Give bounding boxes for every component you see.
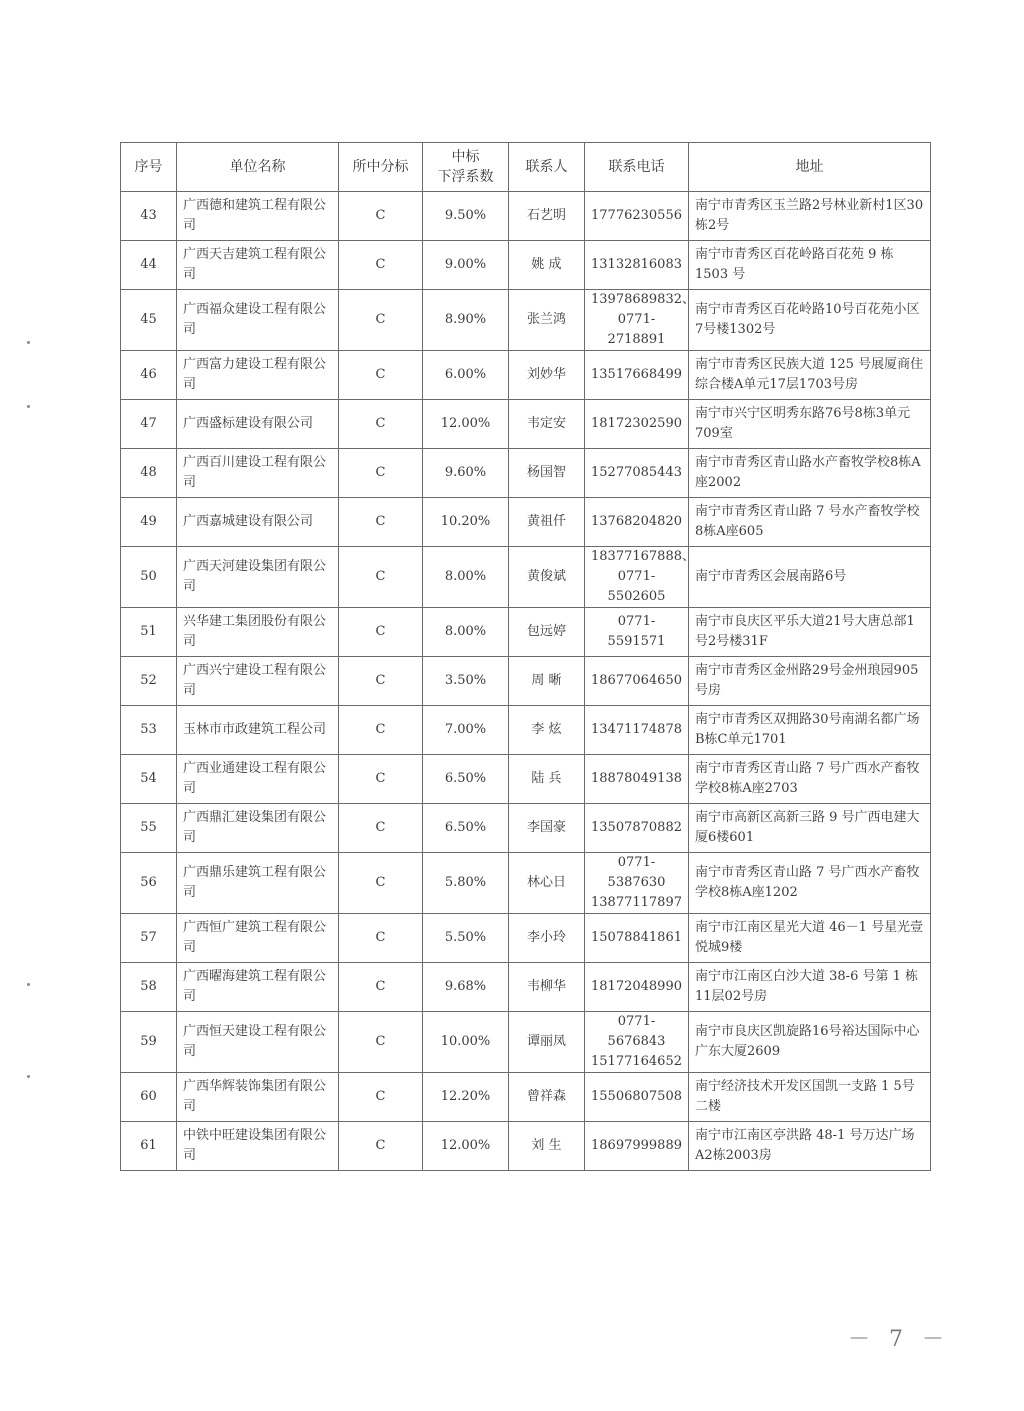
table-row: [121, 498, 931, 547]
cell-phone: 13517668499: [585, 351, 689, 400]
cell-rate: 6.50%: [423, 804, 509, 853]
cell-seq: 60: [121, 1073, 177, 1122]
cell-address: 南宁市青秀区民族大道 125 号展厦商住综合楼A单元17层1703号房: [689, 351, 931, 400]
cell-contact: 李国豪: [509, 804, 585, 853]
cell-phone: 13978689832、0771-2718891: [585, 290, 689, 351]
cell-company: 玉林市市政建筑工程公司: [177, 706, 339, 755]
cell-contact: 林心日: [509, 853, 585, 914]
header-address: 地址: [689, 143, 931, 192]
cell-company: 广西福众建设工程有限公司: [177, 290, 339, 351]
cell-address: 南宁市兴宁区明秀东路76号8栋3单元709室: [689, 400, 931, 449]
cell-seq: 51: [121, 608, 177, 657]
cell-contact: 包远婷: [509, 608, 585, 657]
cell-address: 南宁市青秀区百花岭路10号百花苑小区7号楼1302号: [689, 290, 931, 351]
cell-seq: 61: [121, 1122, 177, 1171]
header-rate-line2: 下浮系数: [437, 169, 494, 185]
cell-lot: C: [339, 914, 423, 963]
cell-company: 广西鼎乐建筑工程有限公司: [177, 853, 339, 914]
table-row: [121, 755, 931, 804]
table-row: [121, 449, 931, 498]
cell-address: 南宁市青秀区玉兰路2号林业新村1区30栋2号: [689, 192, 931, 241]
cell-seq: 49: [121, 498, 177, 547]
cell-rate: 9.50%: [423, 192, 509, 241]
cell-phone: 18172048990: [585, 963, 689, 1012]
table-row: [121, 608, 931, 657]
cell-rate: 10.00%: [423, 1012, 509, 1073]
cell-rate: 5.50%: [423, 914, 509, 963]
cell-contact: 周 晰: [509, 657, 585, 706]
header-phone: 联系电话: [585, 143, 689, 192]
table-row: [121, 241, 931, 290]
cell-address: 南宁市青秀区青山路 7 号广西水产畜牧学校8栋A座1202: [689, 853, 931, 914]
cell-company: 广西天河建设集团有限公司: [177, 547, 339, 608]
cell-phone: 18172302590: [585, 400, 689, 449]
cell-rate: 12.00%: [423, 400, 509, 449]
cell-address: 南宁市良庆区平乐大道21号大唐总部1号2号楼31F: [689, 608, 931, 657]
cell-phone: 13471174878: [585, 706, 689, 755]
cell-address: 南宁市青秀区会展南路6号: [689, 547, 931, 608]
table-header-row: [121, 143, 931, 192]
cell-seq: 58: [121, 963, 177, 1012]
cell-rate: 6.00%: [423, 351, 509, 400]
table-row: [121, 547, 931, 608]
cell-seq: 54: [121, 755, 177, 804]
cell-seq: 52: [121, 657, 177, 706]
scan-mark: [27, 983, 30, 986]
cell-lot: C: [339, 1012, 423, 1073]
header-company: 单位名称: [177, 143, 339, 192]
cell-company: 中铁中旺建设集团有限公司: [177, 1122, 339, 1171]
cell-lot: C: [339, 853, 423, 914]
cell-phone: 0771-5387630 13877117897: [585, 853, 689, 914]
cell-company: 广西兴宁建设工程有限公司: [177, 657, 339, 706]
cell-seq: 45: [121, 290, 177, 351]
cell-lot: C: [339, 400, 423, 449]
cell-contact: 谭丽凤: [509, 1012, 585, 1073]
cell-contact: 黄俊斌: [509, 547, 585, 608]
cell-lot: C: [339, 290, 423, 351]
table-row: [121, 290, 931, 351]
header-contact: 联系人: [509, 143, 585, 192]
cell-contact: 韦定安: [509, 400, 585, 449]
cell-rate: 8.90%: [423, 290, 509, 351]
cell-rate: 9.60%: [423, 449, 509, 498]
cell-lot: C: [339, 351, 423, 400]
cell-lot: C: [339, 192, 423, 241]
table-row: [121, 1073, 931, 1122]
header-rate: [423, 143, 509, 192]
table-row: [121, 914, 931, 963]
cell-lot: C: [339, 449, 423, 498]
cell-contact: 韦柳华: [509, 963, 585, 1012]
cell-phone: 17776230556: [585, 192, 689, 241]
cell-contact: 刘 生: [509, 1122, 585, 1171]
cell-rate: 10.20%: [423, 498, 509, 547]
cell-contact: 陆 兵: [509, 755, 585, 804]
cell-address: 南宁市青秀区金州路29号金州琅园905号房: [689, 657, 931, 706]
cell-phone: 0771-5676843 15177164652: [585, 1012, 689, 1073]
table-row: [121, 192, 931, 241]
cell-rate: 6.50%: [423, 755, 509, 804]
cell-address: 南宁经济技术开发区国凯一支路 1 5号二楼: [689, 1073, 931, 1122]
cell-rate: 12.20%: [423, 1073, 509, 1122]
table-row: [121, 1012, 931, 1073]
cell-address: 南宁市青秀区百花岭路百花苑 9 栋 1503 号: [689, 241, 931, 290]
cell-rate: 9.68%: [423, 963, 509, 1012]
cell-lot: C: [339, 1122, 423, 1171]
cell-seq: 56: [121, 853, 177, 914]
cell-seq: 55: [121, 804, 177, 853]
cell-contact: 杨国智: [509, 449, 585, 498]
cell-seq: 59: [121, 1012, 177, 1073]
cell-lot: C: [339, 804, 423, 853]
cell-seq: 47: [121, 400, 177, 449]
cell-contact: 李 炫: [509, 706, 585, 755]
cell-company: 广西德和建筑工程有限公司: [177, 192, 339, 241]
cell-address: 南宁市青秀区青山路水产畜牧学校8栋A座2002: [689, 449, 931, 498]
table-row: [121, 804, 931, 853]
cell-lot: C: [339, 547, 423, 608]
cell-company: 广西恒天建设工程有限公司: [177, 1012, 339, 1073]
cell-address: 南宁市青秀区青山路 7 号水产畜牧学校8栋A座605: [689, 498, 931, 547]
cell-lot: C: [339, 706, 423, 755]
cell-company: 广西富力建设工程有限公司: [177, 351, 339, 400]
cell-rate: 12.00%: [423, 1122, 509, 1171]
cell-phone: 18878049138: [585, 755, 689, 804]
cell-phone: 0771-5591571: [585, 608, 689, 657]
cell-seq: 46: [121, 351, 177, 400]
contractor-table: [120, 142, 931, 1171]
table-row: [121, 400, 931, 449]
cell-seq: 43: [121, 192, 177, 241]
cell-contact: 张兰鸿: [509, 290, 585, 351]
cell-phone: 15506807508: [585, 1073, 689, 1122]
cell-phone: 18377167888、0771-5502605: [585, 547, 689, 608]
cell-rate: 9.00%: [423, 241, 509, 290]
table-row: [121, 657, 931, 706]
cell-company: 广西曜海建筑工程有限公司: [177, 963, 339, 1012]
table-row: [121, 1122, 931, 1171]
cell-phone: 15277085443: [585, 449, 689, 498]
table-row: [121, 853, 931, 914]
table-row: [121, 706, 931, 755]
cell-address: 南宁市江南区亭洪路 48-1 号万达广场A2栋2003房: [689, 1122, 931, 1171]
cell-seq: 53: [121, 706, 177, 755]
header-seq: 序号: [121, 143, 177, 192]
cell-lot: C: [339, 241, 423, 290]
cell-lot: C: [339, 608, 423, 657]
cell-company: 兴华建工集团股份有限公司: [177, 608, 339, 657]
cell-rate: 8.00%: [423, 608, 509, 657]
scan-mark: [27, 341, 30, 344]
cell-address: 南宁市青秀区青山路 7 号广西水产畜牧学校8栋A座2703: [689, 755, 931, 804]
cell-lot: C: [339, 498, 423, 547]
cell-phone: 18677064650: [585, 657, 689, 706]
cell-phone: 13768204820: [585, 498, 689, 547]
cell-address: 南宁市青秀区双拥路30号南湖名都广场B栋C单元1701: [689, 706, 931, 755]
header-lot: 所中分标: [339, 143, 423, 192]
cell-seq: 50: [121, 547, 177, 608]
cell-address: 南宁市江南区白沙大道 38-6 号第 1 栋11层02号房: [689, 963, 931, 1012]
cell-address: 南宁市良庆区凯旋路16号裕达国际中心广东大厦2609: [689, 1012, 931, 1073]
cell-phone: 13507870882: [585, 804, 689, 853]
cell-address: 南宁市江南区星光大道 46－1 号星光壹悦城9楼: [689, 914, 931, 963]
page-number: － 7 －: [848, 1327, 950, 1352]
scan-mark: [27, 405, 30, 408]
cell-lot: C: [339, 657, 423, 706]
cell-seq: 48: [121, 449, 177, 498]
cell-contact: 李小玲: [509, 914, 585, 963]
cell-rate: 5.80%: [423, 853, 509, 914]
cell-contact: 曾祥森: [509, 1073, 585, 1122]
cell-company: 广西业通建设工程有限公司: [177, 755, 339, 804]
table-row: [121, 963, 931, 1012]
table-row: [121, 351, 931, 400]
cell-phone: 18697999889: [585, 1122, 689, 1171]
cell-company: 广西恒广建筑工程有限公司: [177, 914, 339, 963]
cell-rate: 8.00%: [423, 547, 509, 608]
cell-address: 南宁市高新区高新三路 9 号广西电建大厦6楼601: [689, 804, 931, 853]
cell-lot: C: [339, 1073, 423, 1122]
cell-contact: 刘妙华: [509, 351, 585, 400]
cell-contact: 黄祖仟: [509, 498, 585, 547]
cell-company: 广西天吉建筑工程有限公司: [177, 241, 339, 290]
cell-company: 广西百川建设工程有限公司: [177, 449, 339, 498]
cell-contact: 石艺明: [509, 192, 585, 241]
cell-company: 广西盛标建设有限公司: [177, 400, 339, 449]
cell-seq: 44: [121, 241, 177, 290]
cell-rate: 3.50%: [423, 657, 509, 706]
cell-lot: C: [339, 755, 423, 804]
cell-seq: 57: [121, 914, 177, 963]
cell-company: 广西华辉装饰集团有限公司: [177, 1073, 339, 1122]
cell-lot: C: [339, 963, 423, 1012]
cell-rate: 7.00%: [423, 706, 509, 755]
table-body: [121, 192, 931, 1171]
cell-phone: 13132816083: [585, 241, 689, 290]
header-rate-line1: 中标: [451, 149, 480, 165]
cell-phone: 15078841861: [585, 914, 689, 963]
cell-contact: 姚 成: [509, 241, 585, 290]
cell-company: 广西鼎汇建设集团有限公司: [177, 804, 339, 853]
scan-mark: [27, 1075, 30, 1078]
cell-company: 广西嘉城建设有限公司: [177, 498, 339, 547]
